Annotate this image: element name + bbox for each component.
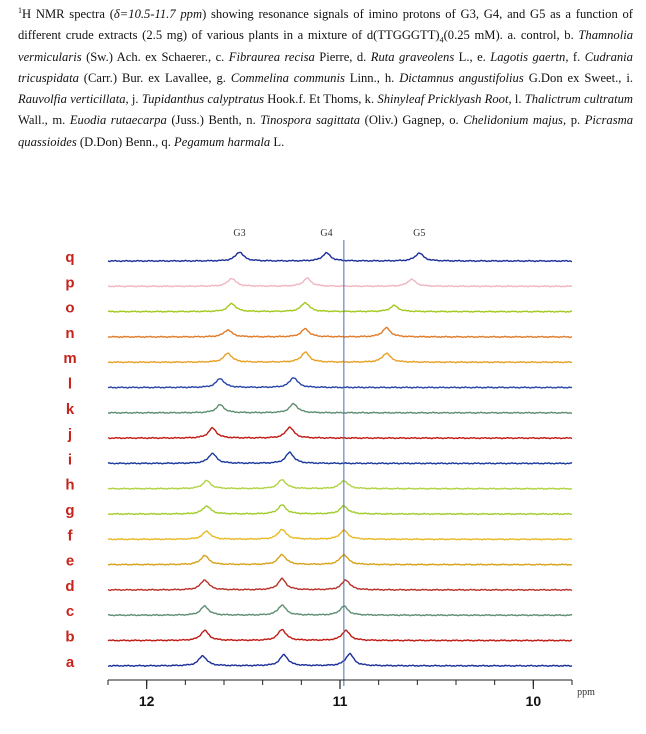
caption-authority: L., [454, 49, 473, 64]
caption-species: Shinyleaf Pricklyash Root, [377, 92, 512, 107]
caption-key: i. [621, 70, 634, 85]
caption-authority: Pierre, [314, 49, 353, 64]
caption-species: Tinospora sagittata [260, 113, 361, 128]
spectrum-trace-d [108, 578, 572, 590]
caption-key: j. [128, 92, 142, 107]
caption-key: q. [158, 134, 175, 149]
caption-species: Chelidonium majus, [463, 113, 567, 128]
caption-authority: Linn., [344, 70, 380, 85]
lane-label-a: a [65, 653, 75, 671]
peak-labels [233, 228, 425, 239]
x-axis [108, 680, 595, 709]
lane-label-b: b [65, 628, 75, 646]
caption-species: Dictamnus angustifolius [399, 70, 524, 85]
lane-label-n: n [65, 324, 75, 342]
caption-species: Picrasma quassioides [18, 113, 633, 149]
caption-key: o. [444, 113, 464, 128]
x-axis-unit: ppm [577, 687, 595, 698]
lane-label-h: h [65, 476, 75, 494]
lane-label-o: o [65, 299, 75, 317]
lane-labels [63, 249, 76, 671]
caption-species: Rauvolfia verticillata, [18, 92, 129, 107]
x-tick-label: 12 [138, 693, 155, 709]
caption-species: Pegamum harmala [174, 134, 271, 149]
caption-authority: Wall., [18, 113, 48, 128]
lane-label-c: c [65, 603, 75, 621]
spectrum-trace-m [108, 352, 572, 363]
caption-authority: (Oliv.) Gagnep, [360, 113, 445, 128]
lane-label-q: q [65, 249, 75, 266]
spectrum-trace-j [108, 427, 572, 439]
caption-species: Commelina communis [230, 70, 345, 85]
caption-authority: (Sw.) Ach. ex Schaerer., [81, 49, 212, 64]
caption-key: c. [211, 49, 229, 64]
spectrum-trace-g [108, 505, 572, 515]
spectrum-trace-f [108, 530, 572, 540]
caption-species: Ruta graveolens [370, 49, 455, 64]
x-tick-label: 11 [332, 693, 348, 709]
caption-species: Thamnolia vermicularis [18, 28, 633, 64]
spectrum-trace-q [108, 252, 572, 261]
lane-label-j: j [67, 426, 73, 444]
spectrum-trace-p [108, 278, 572, 287]
caption-key: n. [241, 113, 261, 128]
caption-key: p. [566, 113, 585, 128]
lane-label-l: l [67, 375, 73, 393]
lane-label-g: g [65, 502, 75, 519]
caption-species: Thalictrum cultratum [524, 92, 633, 107]
spectrum-trace-o [108, 302, 572, 312]
spectra-traces [108, 252, 572, 666]
caption-species: Euodia rutaecarpa [69, 113, 167, 128]
caption-authority: G.Don ex Sweet., [523, 70, 622, 85]
caption-body: ) showing resonance signals of imino protons of G3, G4, and G5 as a function of different crude extracts (2.5 mg) of various plants in a mixture of d(TTGGGTT) [18, 7, 633, 43]
caption-authority: (D.Don) Benn., [76, 134, 159, 149]
caption-species: Cudrania tricuspidata [18, 49, 633, 85]
spectrum-trace-c [108, 605, 572, 616]
lane-label-p: p [65, 274, 75, 292]
caption-key: g. [211, 70, 231, 85]
lane-label-d: d [65, 577, 75, 595]
caption-subscript: 4 [439, 35, 444, 45]
caption-key: e. [472, 49, 491, 64]
lane-label-i: i [67, 451, 73, 469]
lane-label-f: f [67, 527, 73, 545]
peak-label-g4: G4 [320, 228, 333, 239]
spectrum-trace-n [108, 327, 572, 337]
caption-species: Fibraurea recisa [228, 49, 315, 64]
caption-key: d. [352, 49, 371, 64]
caption-authority: Hook.f. Et Thoms, [264, 92, 362, 107]
spectrum-trace-h [108, 480, 572, 489]
lane-label-e: e [65, 552, 75, 570]
caption-authority: L. [270, 134, 285, 149]
caption-lead: H NMR spectra ( [22, 7, 114, 21]
caption-key: m. [47, 113, 70, 128]
caption-authority: (Carr.) Bur. ex Lavallee, [78, 70, 212, 85]
spectrum-trace-l [108, 378, 572, 388]
caption-delta: δ=10.5-11.7 ppm [113, 7, 203, 21]
caption-species: Lagotis gaertn, [490, 49, 569, 64]
caption-key: h. [379, 70, 400, 85]
caption-key: f. [568, 49, 585, 64]
caption-body-2: (0.25 mM). a. control, b. [443, 28, 574, 43]
spectrum-trace-b [108, 630, 572, 641]
caption-superscript: 1 [18, 5, 22, 15]
spectrum-trace-i [108, 452, 572, 464]
peak-label-g5: G5 [413, 228, 426, 239]
caption-key: l. [511, 92, 525, 107]
lane-label-k: k [65, 400, 75, 418]
spectrum-trace-a [108, 653, 572, 666]
peak-label-g3: G3 [233, 228, 246, 239]
spectrum-trace-k [108, 403, 572, 413]
caption-species: Tupidanthus calyptratus [141, 92, 265, 107]
x-tick-label: 10 [525, 693, 542, 709]
lane-label-m: m [63, 350, 77, 368]
caption-authority: (Juss.) Benth, [166, 113, 242, 128]
spectrum-trace-e [108, 554, 572, 565]
caption-key: k. [361, 92, 378, 107]
